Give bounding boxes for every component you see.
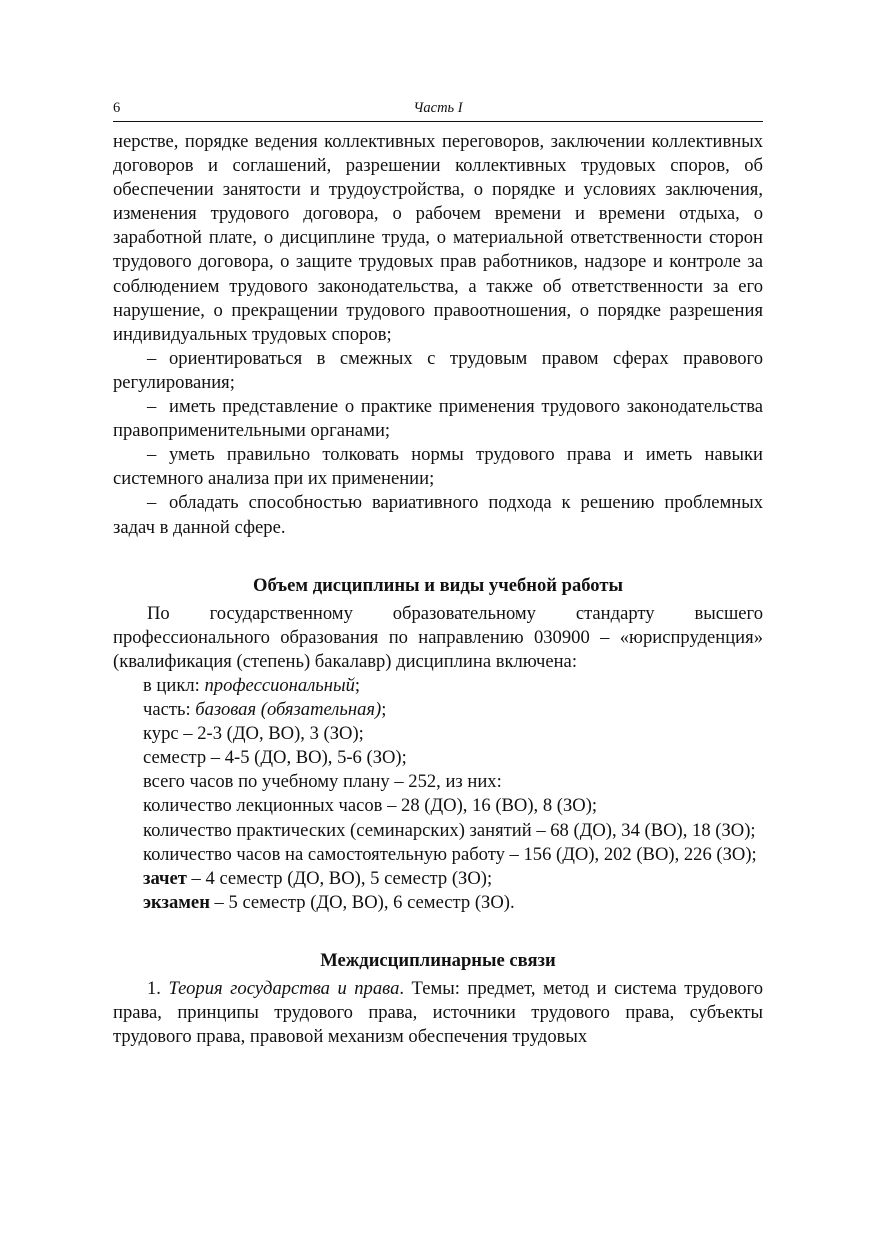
page-number: 6 (113, 100, 121, 116)
dash-marker: – (147, 347, 157, 369)
list-item-text: обладать способностью вариативного подхода к решению проблемных задач в данной сфере. (113, 492, 763, 538)
course-facts-list (113, 674, 763, 915)
fact-exam (113, 891, 763, 915)
fact-credit (113, 867, 763, 891)
fact-total-hours: всего часов по учебному плану – 252, из них: (143, 771, 502, 793)
list-item (113, 347, 763, 395)
item-text: . Темы: предмет, метод и система трудового права, принципы трудового права, источники трудового права, субъекты трудового права, правовой механизм обеспечения трудовых (113, 978, 763, 1048)
list-item-text: ориентироваться в смежных с трудовым правом сферах правового регулирования; (113, 347, 763, 393)
fact-seminar-hours: количество практических (семинарских) занятий – 68 (ДО), 34 (ВО), 18 (ЗО); (143, 819, 756, 841)
list-item-text: иметь представление о практике применения трудового законодательства правоприменительными органами; (113, 396, 763, 442)
item-number: 1. (147, 978, 169, 999)
fact-label: экзамен (143, 891, 210, 913)
section-heading-volume: Объем дисциплины и виды учебной работы (252, 574, 624, 596)
fact-label: часть: (143, 699, 196, 721)
volume-lead-paragraph: По государственному образовательному стандарту высшего профессионального образования по направлению 030900 – «юриспруденция» (квалификация (степень) бакалавр) дисциплина включена: (113, 602, 763, 672)
fact-lecture-hours: количество лекционных часов – 28 (ДО), 16 (ВО), 8 (ЗО); (143, 795, 598, 817)
fact-value: – 5 семестр (ДО, ВО), 6 семестр (ЗО). (209, 891, 515, 913)
list-item (113, 491, 763, 539)
fact-cycle (113, 674, 763, 698)
document-page (113, 96, 763, 1049)
fact-end: ; (354, 674, 361, 696)
item-title: Теория государства и права (168, 978, 400, 999)
page-content (113, 130, 763, 1049)
fact-value: базовая (обязательная) (195, 699, 382, 721)
list-item (113, 443, 763, 491)
fact-value: – 4 семестр (ДО, ВО), 5 семестр (ЗО); (186, 867, 493, 889)
dash-marker: – (147, 396, 157, 418)
list-item (113, 395, 763, 443)
fact-label: в цикл: (143, 674, 205, 696)
dash-marker: – (147, 444, 157, 466)
dash-marker: – (147, 492, 157, 514)
intro-paragraph: нерстве, порядке ведения коллективных переговоров, заключении коллективных договоров и соглашений, разрешении коллективных трудовых споров, об обеспечении занятости и трудоустройства, о порядке и условиях заключения, изменения трудового договора, о рабочем времени и времени отдыха, о заработной плате, о дисциплине труда, о материальной ответственности сторон трудового договора, о защите трудовых прав работников, надзоре и контроле за соблюдением трудового законодательства, а также об ответственности за его нарушение, о прекращении трудового правоотношения, о порядке разрешения индивидуальных трудовых споров; (113, 131, 763, 345)
fact-semester: семестр – 4-5 (ДО, ВО), 5-6 (ЗО); (143, 747, 407, 769)
running-title: Часть I (413, 100, 463, 116)
list-item-text: уметь правильно толковать нормы трудового права и иметь навыки системного анализа при их применении; (113, 444, 763, 490)
fact-value: профессиональный (204, 674, 355, 696)
fact-label: зачет (143, 867, 187, 889)
fact-end: ; (381, 699, 387, 721)
fact-course: курс – 2-3 (ДО, ВО), 3 (ЗО); (143, 723, 364, 745)
fact-part (113, 698, 763, 722)
running-header (113, 96, 763, 122)
section-heading-links: Междисциплинарные связи (320, 949, 556, 971)
links-paragraph (113, 977, 763, 1049)
fact-self-study-hours: количество часов на самостоятельную работу – 156 (ДО), 202 (ВО), 226 (ЗО); (143, 843, 757, 865)
